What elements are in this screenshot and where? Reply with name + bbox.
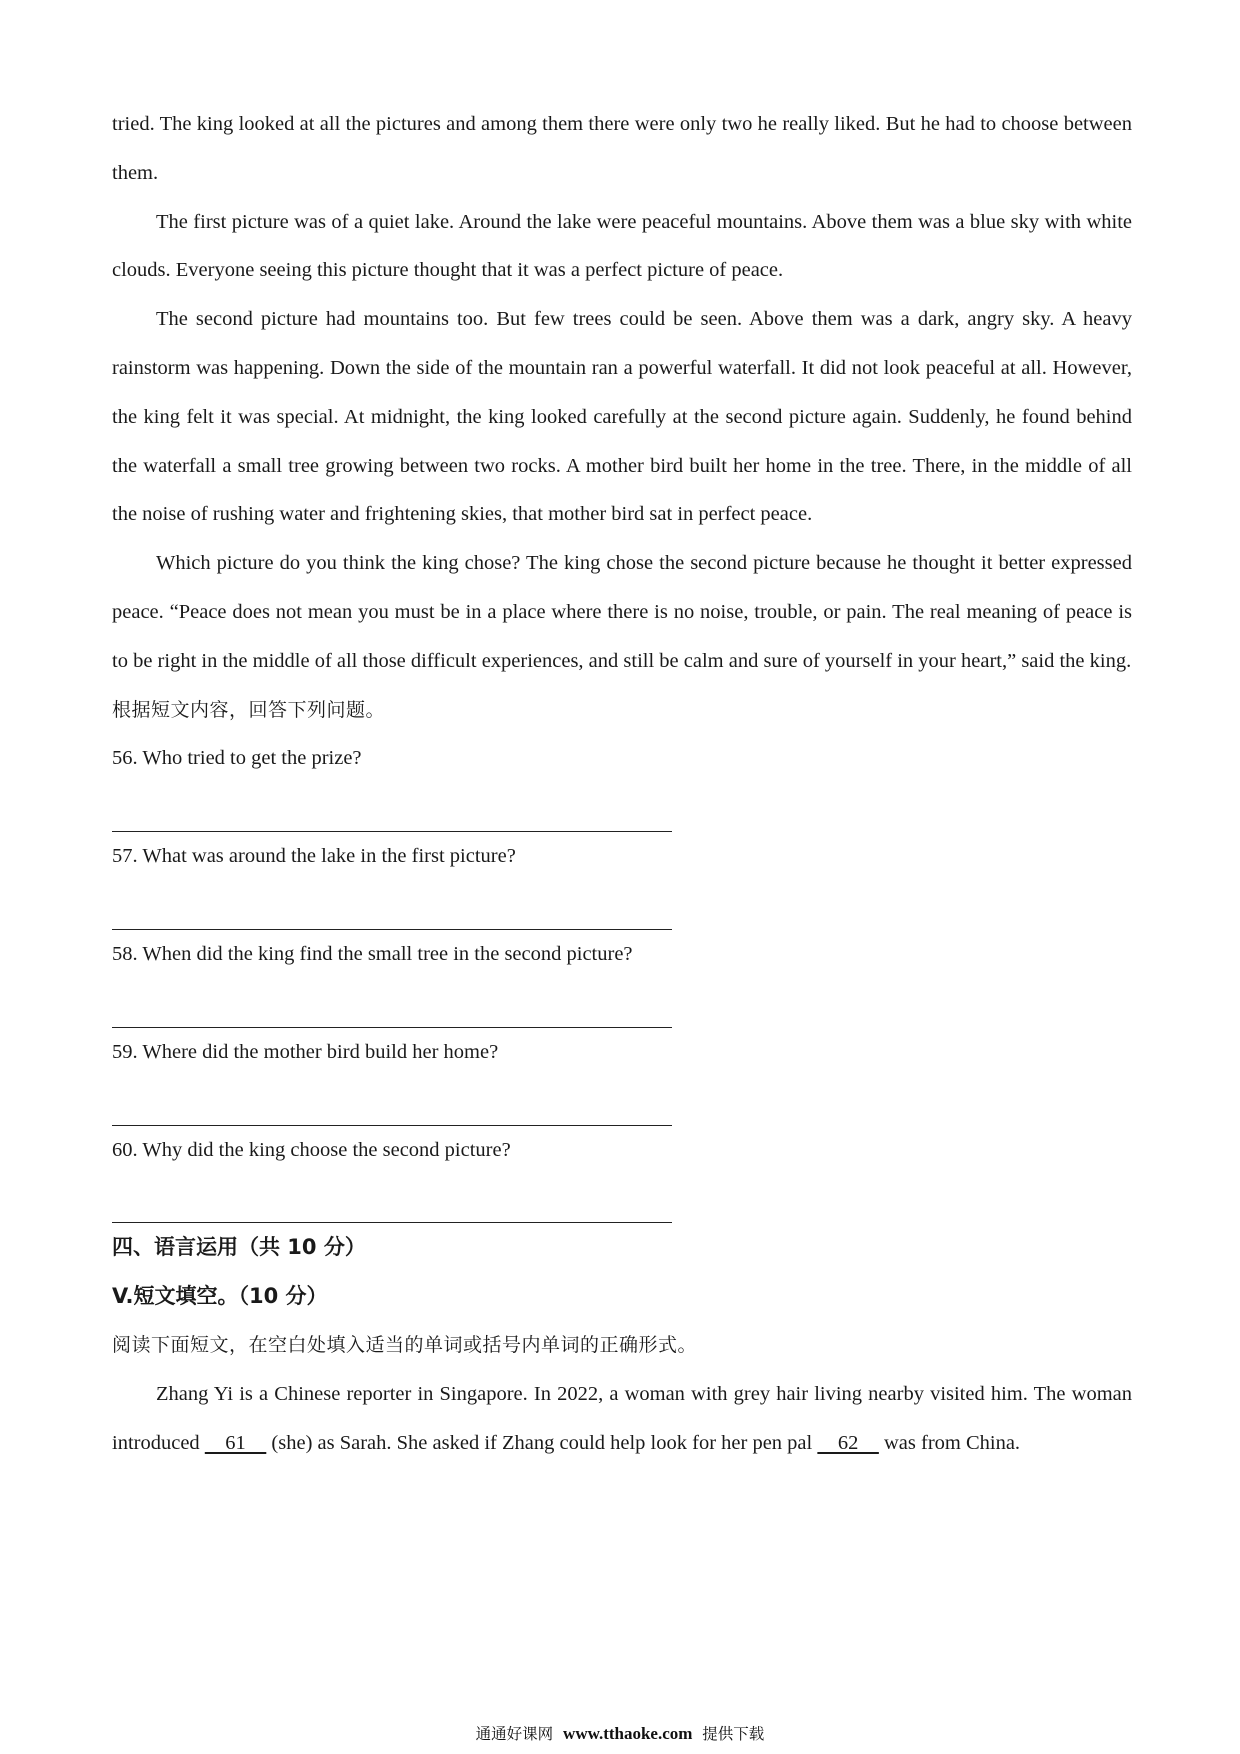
question-57: 57. What was around the lake in the first picture? <box>112 845 516 868</box>
footer-url[interactable]: www.tthaoke.com <box>563 1724 693 1743</box>
fill-blank-instruction: 阅读下面短文，在空白处填入适当的单词或括号内单词的正确形式。 <box>112 1333 698 1356</box>
passage-paragraph-4: Which picture do you think the king chose? The king chose the second picture because he thought it better expressed peace. “Peace does not mean you must be in a place where there is no noise, trouble, or pain. The real meaning of peace is to be right in the middle of all those difficult experiences, and still be calm and sure of yourself in your heart,” said the king. <box>112 552 1132 672</box>
passage-paragraph-3: The second picture had mountains too. But few trees could be seen. Above them was a dark, angry sky. A heavy rainstorm was happening. Down the side of the mountain ran a powerful waterfall. It did not look peaceful at all. However, the king felt it was special. At midnight, the king looked carefully at the second picture again. Suddenly, he found behind the waterfall a small tree growing between two rocks. A mother bird built her home in the tree. There, in the middle of all the noise of rushing water and frightening skies, that mother bird sat in perfect peace. <box>112 308 1132 526</box>
page-footer <box>0 1722 1240 1744</box>
question-56: 56. Who tried to get the prize? <box>112 747 362 770</box>
section-subtitle: V.短文填空。（10 分） <box>112 1284 328 1309</box>
blank-61[interactable]: 61 <box>204 1431 267 1454</box>
question-58: 58. When did the king find the small tree in the second picture? <box>112 942 633 965</box>
footer-download-text: 提供下载 <box>702 1725 765 1743</box>
passage-paragraph-2: The first picture was of a quiet lake. Around the lake were peaceful mountains. Above them was a blue sky with white clouds. Everyone seeing this picture thought that it was a perfect picture of peace. <box>112 210 1132 282</box>
questions-instruction: 根据短文内容，回答下列问题。 <box>112 698 386 721</box>
document-page <box>112 100 1132 1467</box>
footer-site-name: 通通好课网 <box>475 1725 554 1743</box>
blank-62[interactable]: 62 <box>817 1431 879 1454</box>
answer-line-59[interactable] <box>112 1077 672 1126</box>
fill-blank-text-2: (she) as Sarah. She asked if Zhang could help look for her pen pal <box>266 1431 818 1454</box>
fill-blank-passage <box>112 1370 1132 1468</box>
question-59: 59. Where did the mother bird build her home? <box>112 1040 499 1063</box>
question-60: 60. Why did the king choose the second picture? <box>112 1138 511 1161</box>
fill-blank-text-1: Zhang Yi is a Chinese reporter in Singapore. In 2022, a woman with grey hair living nearby visited him. The woman introduced <box>112 1382 1132 1454</box>
answer-line-60[interactable] <box>112 1174 672 1223</box>
answer-line-57[interactable] <box>112 881 672 930</box>
answer-line-56[interactable] <box>112 783 672 832</box>
section-title: 四、语言运用（共 10 分） <box>112 1235 366 1260</box>
fill-blank-text-3: was from China. <box>878 1431 1021 1454</box>
answer-line-58[interactable] <box>112 979 672 1028</box>
passage-paragraph-1: tried. The king looked at all the pictures and among them there were only two he really liked. But he had to choose between them. <box>112 113 1132 184</box>
